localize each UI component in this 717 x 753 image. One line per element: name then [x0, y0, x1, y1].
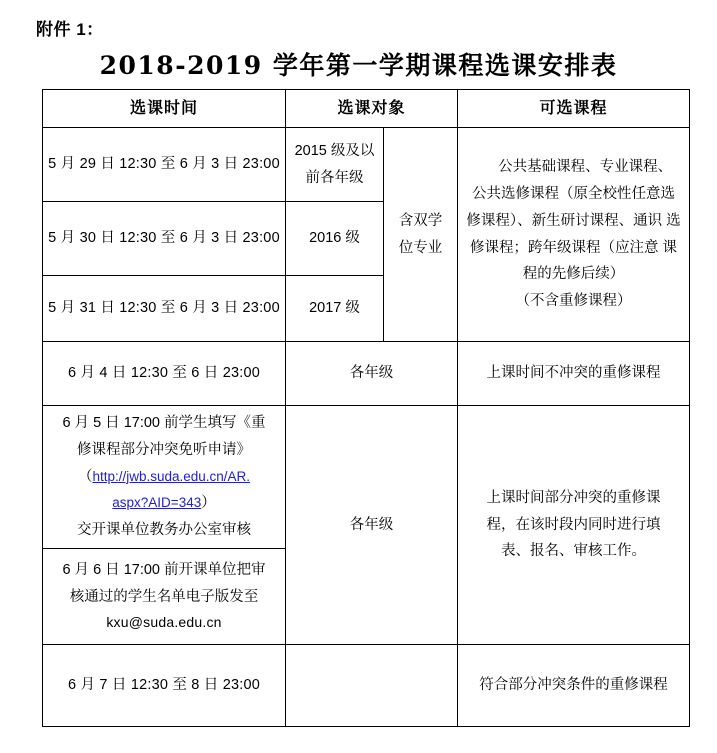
courses-line-1: 公共基础课程、专业课程、: [498, 159, 673, 176]
courses-line-3: 修课程）、新生研讨课程、通识: [466, 212, 663, 229]
partial-conflict-line-3: 表、报名、审核工作。: [501, 543, 647, 560]
time-0605-line-1: 6 月 5 日 17:00 前学生填写《重: [62, 415, 266, 431]
cell-time-0606-submission: [43, 549, 286, 645]
application-form-link-part2[interactable]: aspx?AID=343: [112, 495, 202, 511]
cell-time-0530: 5 月 30 日 12:30 至 6 月 3 日 23:00: [43, 202, 286, 276]
cell-time-0604: 6 月 4 日 12:30 至 6 日 23:00: [43, 342, 286, 406]
cell-courses-eligible-conflict: 符合部分冲突条件的重修课程: [458, 645, 690, 727]
courses-line-5: 课程的先修后续）: [522, 239, 678, 283]
cell-available-courses-main: [458, 128, 690, 342]
course-selection-schedule-table: [42, 89, 690, 727]
close-paren: ）: [201, 495, 216, 512]
cell-time-0531: 5 月 31 日 12:30 至 6 月 3 日 23:00: [43, 276, 286, 342]
cell-time-0605-application: [43, 406, 286, 549]
time-0605-line-2: 修课程部分冲突免听申请》: [77, 441, 251, 458]
time-0606-line-1: 6 月 6 日 17:00 前开课单位把审: [62, 561, 266, 578]
dual-degree-line-2: 位专业: [398, 239, 443, 256]
courses-line-2: 公共选修课程（原全校性任意选: [472, 185, 676, 202]
courses-line-6: （不含重修课程）: [515, 293, 632, 310]
cell-time-0529: 5 月 29 日 12:30 至 6 月 3 日 23:00: [43, 128, 286, 202]
application-form-link-part1[interactable]: http://jwb.suda.edu.cn/AR.: [92, 468, 251, 484]
cell-courses-no-conflict: 上课时间不冲突的重修课程: [458, 342, 690, 406]
cell-grade-all-1: 各年级: [286, 342, 458, 406]
grade-line-1: 2015 级及以: [294, 142, 375, 159]
dual-degree-line-1: 含双学: [398, 212, 443, 229]
cell-grade-2015: [286, 128, 384, 202]
table-row: [43, 406, 690, 549]
table-row: [43, 645, 690, 727]
cell-grade-2017: 2017 级: [286, 276, 384, 342]
partial-conflict-line-1: 上课时间部分冲突的重修课: [486, 489, 661, 506]
open-paren: （: [77, 468, 93, 485]
partial-conflict-line-2: 程，在该时段内同时进行填: [486, 516, 661, 533]
column-header-courses: 可选课程: [458, 90, 690, 128]
cell-grade-empty: [286, 645, 458, 727]
time-0605-line-3: 交开课单位教务办公室审核: [77, 522, 251, 539]
table-header-row: [43, 90, 690, 128]
table-row: [43, 128, 690, 202]
cell-grade-all-2: 各年级: [286, 406, 458, 645]
url-line-wrapper-1[interactable]: [48, 464, 280, 491]
cell-dual-degree: [384, 128, 458, 342]
attachment-label: 附件 1：: [36, 20, 104, 39]
table-row: [43, 342, 690, 406]
submission-email[interactable]: kxu@suda.edu.cn: [106, 614, 222, 631]
grade-line-2: 前各年级: [305, 169, 364, 186]
cell-time-0607: 6 月 7 日 12:30 至 8 日 23:00: [43, 645, 286, 727]
courses-line-4: 选修课程；跨年级课程（应注意: [470, 212, 681, 256]
cell-grade-2016: 2016 级: [286, 202, 384, 276]
page-title: 2018-2019 学年第一学期课程选课安排表: [99, 51, 618, 80]
column-header-time: 选课时间: [43, 90, 286, 128]
cell-courses-partial-conflict: [458, 406, 690, 645]
url-line-wrapper-2[interactable]: [48, 490, 280, 517]
time-0606-line-2: 核通过的学生名单电子版发至: [69, 588, 259, 605]
column-header-object: 选课对象: [286, 90, 458, 128]
